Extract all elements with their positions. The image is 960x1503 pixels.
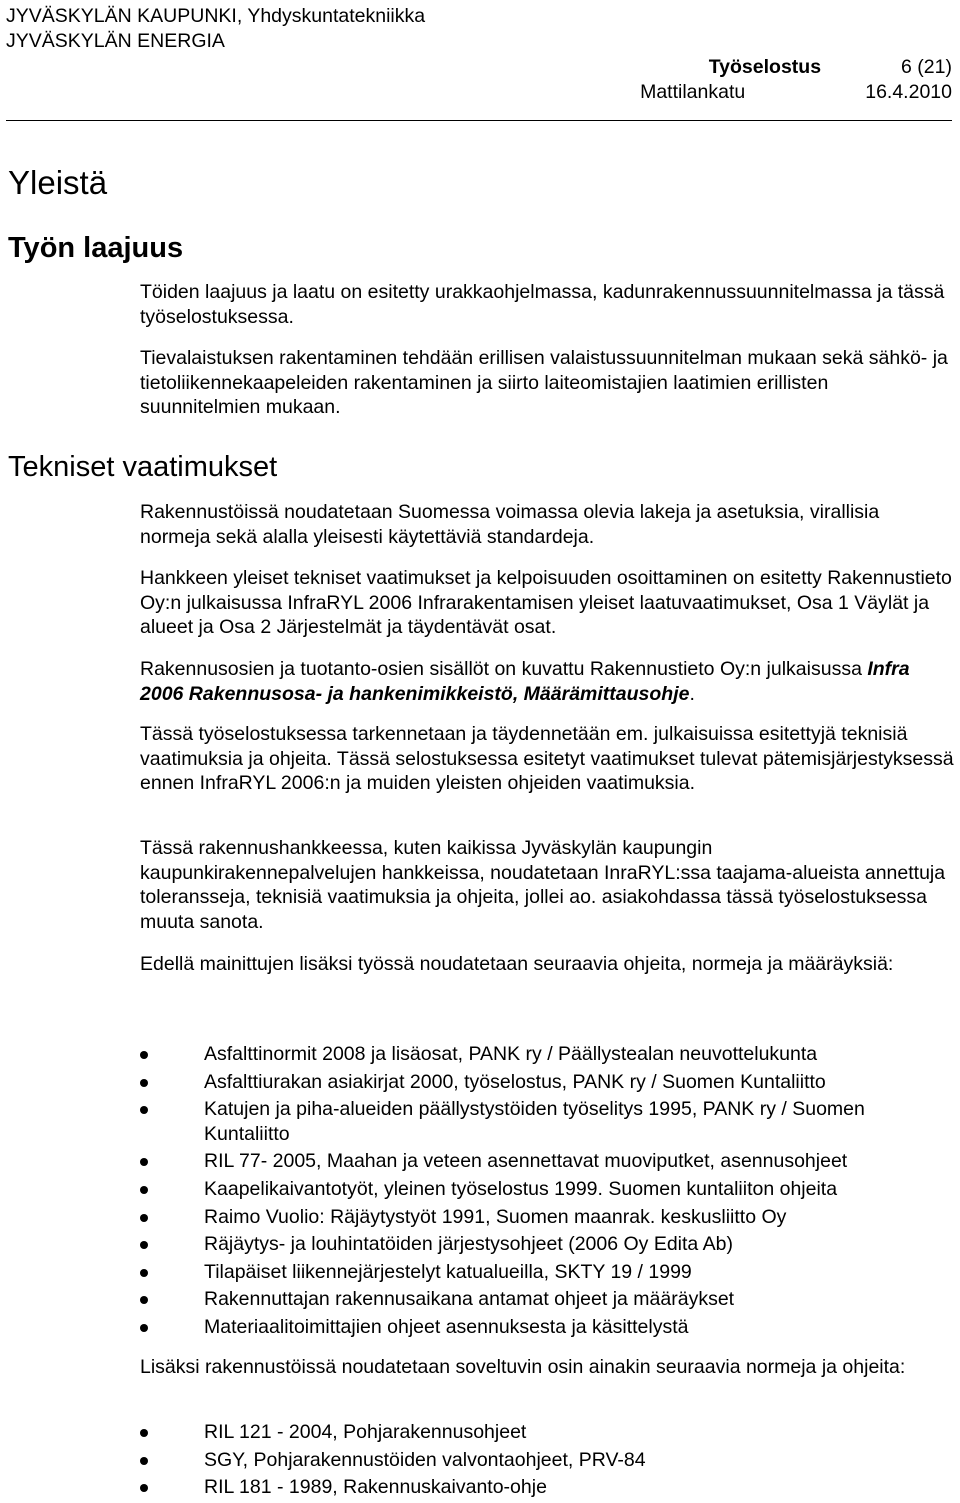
header-divider bbox=[6, 120, 952, 121]
paragraph-additional-norms: Lisäksi rakennustöissä noudatetaan soveltuvin osin ainakin seuraavia normeja ja ohjeita: bbox=[140, 1356, 906, 1378]
list-item: Materiaalitoimittajien ohjeet asennuksesta ja käsittelystä bbox=[140, 1315, 954, 1340]
org-line-1: JYVÄSKYLÄN KAUPUNKI, Yhdyskuntatekniikka bbox=[6, 5, 426, 27]
paragraph-tolerances: Tässä rakennushankkeessa, kuten kaikissa Jyväskylän kaupungin kaupunkirakennepalvelujen hankkeissa, noudatetaan InraRYL:ssa taajama-alueista annettuja toleransseja, teknisiä vaatimuksia ja ohjeita, jollei ao. asiakohdassa tässä työselostuksessa muuta sanota. bbox=[140, 837, 946, 933]
bullet-icon bbox=[140, 1214, 148, 1222]
bullet-icon bbox=[140, 1269, 148, 1277]
page-header-org bbox=[6, 4, 425, 54]
bullet-icon bbox=[140, 1484, 148, 1492]
heading-tyon-laajuus: Työn laajuus bbox=[8, 232, 184, 264]
heading-tekniset-vaatimukset: Tekniset vaatimukset bbox=[8, 451, 278, 483]
list-item: RIL 181 - 1989, Rakennuskaivanto-ohje bbox=[140, 1475, 954, 1500]
heading-yleista: Yleistä bbox=[8, 164, 108, 201]
list-item: Rakennuttajan rakennusaikana antamat ohjeet ja määräykset bbox=[140, 1287, 954, 1312]
list-item: RIL 77- 2005, Maahan ja veteen asennettavat muoviputket, asennusohjeet bbox=[140, 1149, 954, 1174]
paragraph-lighting: Tievalaistuksen rakentaminen tehdään erillisen valaistussuunnitelman mukaan sekä sähkö- ja tietoliikennekaapeleiden rakentaminen ja siirto laiteomistajien laatimien erillisten suunnitelmien mukaan. bbox=[140, 347, 948, 419]
paragraph-rakennusosat bbox=[140, 657, 954, 706]
list-item: Tilapäiset liikennejärjestelyt katualueilla, SKTY 19 / 1999 bbox=[140, 1260, 954, 1285]
project-name: Mattilankatu bbox=[640, 81, 746, 103]
bullet-icon bbox=[140, 1106, 148, 1114]
paragraph-laws: Rakennustöissä noudatetaan Suomessa voimassa olevia lakeja ja asetuksia, virallisia normeja sekä alalla yleisesti käytettäviä standardeja. bbox=[140, 501, 880, 548]
list-item: Katujen ja piha-alueiden päällystystöiden työselitys 1995, PANK ry / Suomen Kuntaliitto bbox=[140, 1097, 954, 1146]
paragraph-other-guidelines: Edellä mainittujen lisäksi työssä noudatetaan seuraavia ohjeita, normeja ja määräyksiä: bbox=[140, 953, 894, 975]
bullet-icon bbox=[140, 1158, 148, 1166]
bullet-icon bbox=[140, 1457, 148, 1465]
document-title: Työselostus bbox=[708, 56, 822, 78]
bullet-icon bbox=[140, 1241, 148, 1249]
list-item: Asfalttiurakan asiakirjat 2000, työselostus, PANK ry / Suomen Kuntaliitto bbox=[140, 1070, 954, 1095]
bullet-icon bbox=[140, 1186, 148, 1194]
bullet-icon bbox=[140, 1324, 148, 1332]
list-item: RIL 121 - 2004, Pohjarakennusohjeet bbox=[140, 1420, 954, 1445]
guidelines-list bbox=[140, 1042, 954, 1343]
page-number: 6 (21) bbox=[901, 56, 952, 78]
bullet-icon bbox=[140, 1079, 148, 1087]
paragraph-rakennusosat-end: . bbox=[689, 682, 695, 705]
list-item: SGY, Pohjarakennustöiden valvontaohjeet, PRV-84 bbox=[140, 1448, 954, 1473]
list-item: Kaapelikaivantotyöt, yleinen työselostus 1999. Suomen kuntaliiton ohjeita bbox=[140, 1177, 954, 1202]
paragraph-infraryl: Hankkeen yleiset tekniset vaatimukset ja kelpoisuuden osoittaminen on esitetty Rakennustieto Oy:n julkaisussa InfraRYL 2006 Infrarakentamisen yleiset laatuvaatimukset, Osa 1 Väylät ja alueet ja Osa 2 Järjestelmät ja täydentävät osat. bbox=[140, 567, 952, 639]
publication-title: Infra 2006 Rakennusosa- ja hankenimikkeistö, Määrämittausohje bbox=[140, 658, 910, 705]
page-header-doc bbox=[640, 55, 952, 105]
list-item: Raimo Vuolio: Räjäytystyöt 1991, Suomen maanrak. keskusliitto Oy bbox=[140, 1205, 954, 1230]
bullet-icon bbox=[140, 1051, 148, 1059]
bullet-icon bbox=[140, 1296, 148, 1304]
org-line-2: JYVÄSKYLÄN ENERGIA bbox=[6, 30, 225, 52]
document-date: 16.4.2010 bbox=[865, 81, 952, 103]
list-item: Asfalttinormit 2008 ja lisäosat, PANK ry / Päällystealan neuvottelukunta bbox=[140, 1042, 954, 1067]
norms-list bbox=[140, 1420, 954, 1503]
paragraph-rakennusosat-start: Rakennusosien ja tuotanto-osien sisällöt on kuvattu Rakennustieto Oy:n julkaisussa bbox=[140, 658, 868, 680]
paragraph-scope: Töiden laajuus ja laatu on esitetty urakkaohjelmassa, kadunrakennussuunnitelmassa ja tässä työselostuksessa. bbox=[140, 281, 945, 328]
list-item: Räjäytys- ja louhintatöiden järjestysohjeet (2006 Oy Edita Ab) bbox=[140, 1232, 954, 1257]
bullet-icon bbox=[140, 1429, 148, 1437]
paragraph-precedence: Tässä työselostuksessa tarkennetaan ja täydennetään em. julkaisuissa esitettyjä teknisiä vaatimuksia ja ohjeita. Tässä selostuksessa esitetyt vaatimukset tulevat pätemisjärjestyksessä ennen InfraRYL 2006:n ja muiden yleisten ohjeiden vaatimuksia. bbox=[140, 723, 954, 795]
